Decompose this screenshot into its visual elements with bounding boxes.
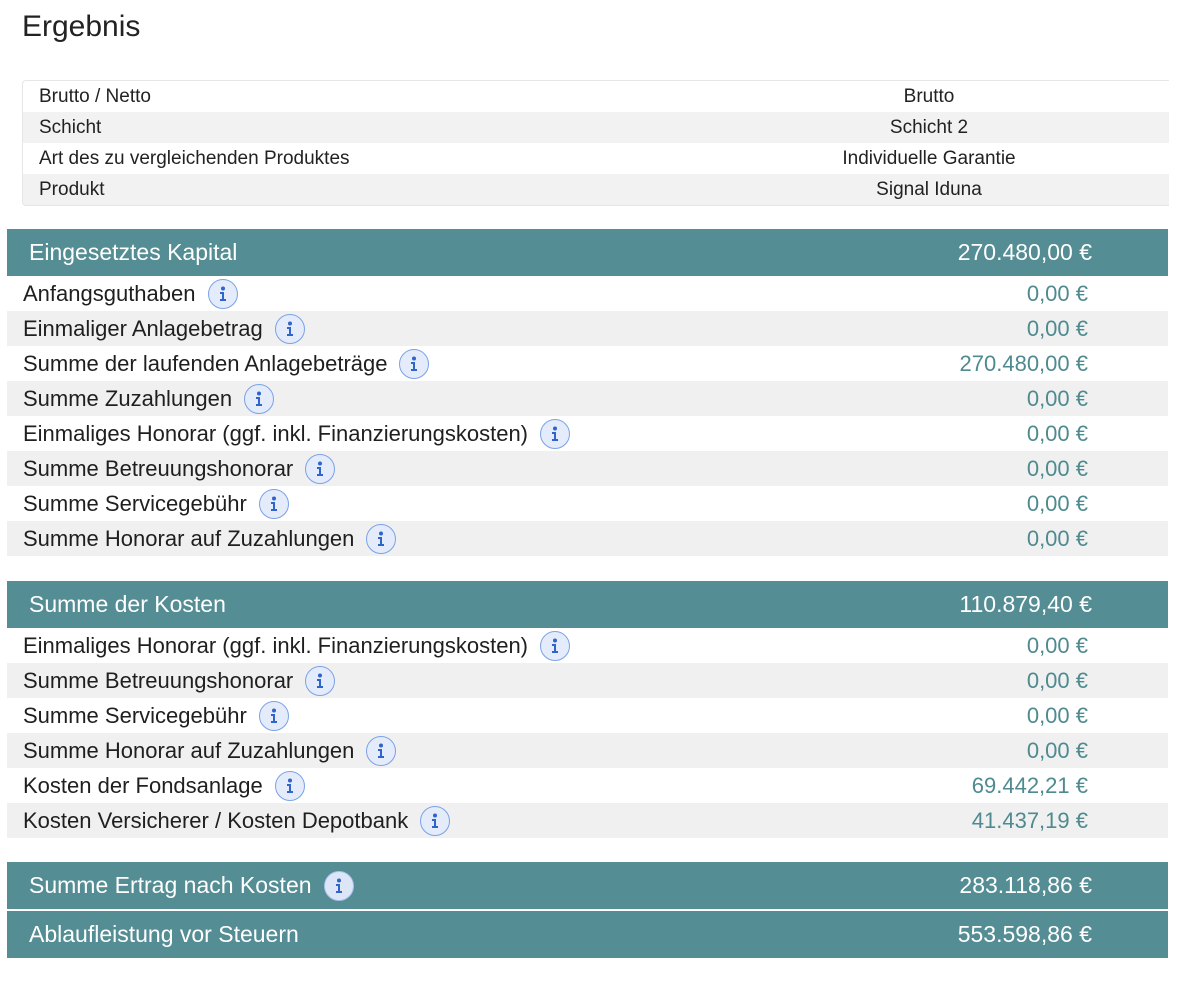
info-label: Art des zu vergleichenden Produktes: [39, 147, 350, 169]
row-label: Einmaliges Honorar (ggf. inkl. Finanzierungskosten): [23, 420, 529, 446]
row-label: Anfangsguthaben: [23, 280, 196, 306]
info-label: Schicht: [39, 116, 102, 138]
row-value: 0,00 €: [1026, 385, 1088, 411]
info-table: [22, 80, 1169, 206]
info-value: Schicht 2: [889, 116, 969, 138]
row-value: 0,00 €: [1026, 455, 1088, 481]
info-row-produkt: [23, 174, 1169, 205]
row-label: Einmaliges Honorar (ggf. inkl. Finanzierungskosten): [23, 632, 529, 658]
row-label: Summe Betreuungshonorar: [23, 455, 294, 481]
ablauf-title: Ablaufleistung vor Steuern: [29, 921, 299, 947]
row-value: 0,00 €: [1026, 702, 1088, 728]
info-row-produktart: [23, 143, 1169, 174]
section-header: [7, 581, 1168, 628]
row-value: 41.437,19 €: [971, 807, 1088, 833]
table-row: [7, 663, 1168, 698]
ertrag-total: 283.118,86 €: [959, 872, 1092, 898]
section-header: [7, 229, 1168, 276]
info-icon[interactable]: [540, 419, 570, 449]
row-value: 270.480,00 €: [959, 350, 1088, 376]
info-row-schicht: [23, 112, 1169, 143]
page-title: Ergebnis: [22, 10, 141, 43]
row-value: 69.442,21 €: [971, 772, 1088, 798]
ertrag-header: [7, 862, 1168, 909]
info-row-brutto-netto: [23, 81, 1169, 112]
table-row: [7, 486, 1168, 521]
row-label: Summe der laufenden Anlagebeträge: [23, 350, 388, 376]
table-row: [7, 381, 1168, 416]
row-label: Summe Zuzahlungen: [23, 385, 233, 411]
info-icon[interactable]: [540, 631, 570, 661]
info-label: Produkt: [39, 178, 105, 200]
info-icon[interactable]: [259, 489, 289, 519]
table-row: [7, 451, 1168, 486]
row-label: Summe Servicegebühr: [23, 702, 247, 728]
info-icon[interactable]: [324, 871, 354, 901]
row-value: 0,00 €: [1026, 420, 1088, 446]
info-icon[interactable]: [305, 454, 335, 484]
row-value: 0,00 €: [1026, 490, 1088, 516]
table-row: [7, 276, 1168, 311]
ablauf-header: [7, 911, 1168, 958]
row-label: Einmaliger Anlagebetrag: [23, 315, 263, 341]
row-value: 0,00 €: [1026, 280, 1088, 306]
table-row: [7, 768, 1168, 803]
table-row: [7, 416, 1168, 451]
row-label: Summe Betreuungshonorar: [23, 667, 294, 693]
info-value: Individuelle Garantie: [842, 147, 1016, 169]
row-label: Summe Servicegebühr: [23, 490, 247, 516]
info-icon[interactable]: [275, 314, 305, 344]
info-icon[interactable]: [259, 701, 289, 731]
section-rows: [7, 276, 1168, 556]
table-row: [7, 521, 1168, 556]
table-row: [7, 311, 1168, 346]
info-icon[interactable]: [366, 524, 396, 554]
ablauf-total: 553.598,86 €: [957, 921, 1092, 947]
table-row: [7, 628, 1168, 663]
table-row: [7, 698, 1168, 733]
section-total: 270.480,00 €: [957, 239, 1092, 265]
info-icon[interactable]: [275, 771, 305, 801]
row-value: 0,00 €: [1026, 315, 1088, 341]
row-label: Summe Honorar auf Zuzahlungen: [23, 525, 355, 551]
table-row: [7, 733, 1168, 768]
section-summe-der-kosten: [7, 581, 1168, 838]
row-value: 0,00 €: [1026, 525, 1088, 551]
info-value: Brutto: [903, 85, 955, 107]
info-icon[interactable]: [208, 279, 238, 309]
info-icon[interactable]: [366, 736, 396, 766]
row-value: 0,00 €: [1026, 737, 1088, 763]
table-row: [7, 803, 1168, 838]
section-title: Eingesetztes Kapital: [29, 239, 238, 265]
info-label: Brutto / Netto: [39, 85, 151, 107]
row-label: Kosten Versicherer / Kosten Depotbank: [23, 807, 409, 833]
section-eingesetztes-kapital: [7, 229, 1168, 556]
table-row: [7, 346, 1168, 381]
section-ergebnis-summen: [7, 862, 1168, 958]
info-icon[interactable]: [399, 349, 429, 379]
row-value: 0,00 €: [1026, 632, 1088, 658]
ertrag-title: Summe Ertrag nach Kosten: [29, 872, 312, 898]
section-rows: [7, 628, 1168, 838]
info-icon[interactable]: [420, 806, 450, 836]
row-label: Summe Honorar auf Zuzahlungen: [23, 737, 355, 763]
section-total: 110.879,40 €: [959, 591, 1092, 617]
section-title: Summe der Kosten: [29, 591, 226, 617]
info-icon[interactable]: [305, 666, 335, 696]
row-value: 0,00 €: [1026, 667, 1088, 693]
info-value: Signal Iduna: [876, 178, 982, 200]
row-label: Kosten der Fondsanlage: [23, 772, 263, 798]
info-icon[interactable]: [244, 384, 274, 414]
